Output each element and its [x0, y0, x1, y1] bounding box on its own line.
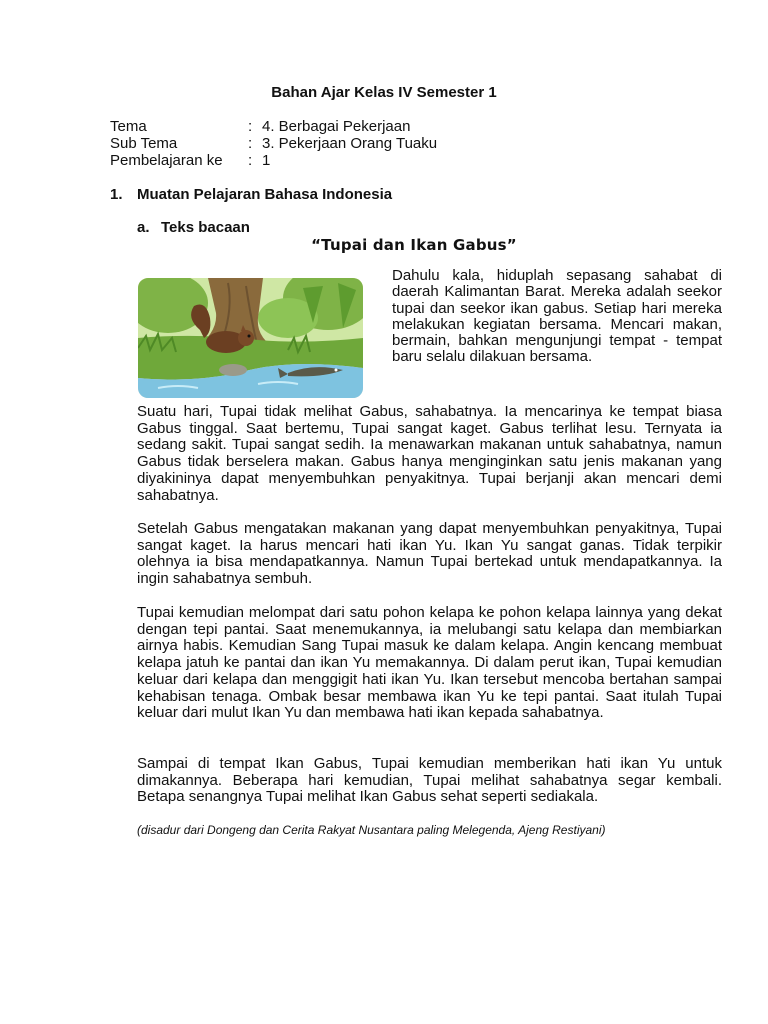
story-paragraph: Tupai kemudian melompat dari satu pohon kelapa ke pohon kelapa lainnya yang dekat dengan tepi pantai. Saat menemukannya, ia melubangi satu kelapa dan membiarkan airnya habis. Kemudian Sang Tupai masuk ke dalam kelapa. Angin kencang membuat kelapa jatuh ke pantai dan ikan Yu memakannya. Di dalam perut ikan, Tupai kemudian keluar dari kelapa dan menggigit hati ikan Yu. Ikan tersebut mencoba bertahan sampai kehabisan tenaga. Ombak besar membawa ikan Yu ke tepi pantai. Saat itulah Tupai keluar dari mulut Ikan Yu dan membawa hati ikan kepada sahabatnya. — [137, 604, 722, 722]
lesson-label: Pembelajaran ke — [110, 152, 223, 169]
document-title: Bahan Ajar Kelas IV Semester 1 — [271, 84, 497, 101]
story-paragraph: Sampai di tempat Ikan Gabus, Tupai kemudian memberikan hati ikan Yu untuk dimakannya. Beberapa hari kemudian, Tupai melihat sahabatnya segar kembali. Betapa senangnya Tupai melihat Ikan Gabus sehat seperti sediakala. — [137, 755, 722, 806]
lesson-info-row-subtheme — [110, 135, 437, 152]
lesson-info-row-lesson — [110, 152, 437, 169]
colon-separator: : — [248, 135, 253, 152]
colon-separator: : — [248, 118, 253, 135]
intro-paragraph: Dahulu kala, hiduplah sepasang sahabat di daerah Kalimantan Barat. Mereka adalah seekor tupai dan seekor ikan gabus. Setiap hari mereka melakukan kegiatan bersama. Mencari makan, bermain, bahkan mengunjungi tempat - tempat baru selalu dilakuan bersama. — [392, 267, 722, 366]
lesson-value: 1 — [262, 152, 271, 169]
lesson-info-row-theme — [110, 118, 437, 135]
story-paragraph: Setelah Gabus mengatakan makanan yang dapat menyembuhkan penyakitnya, Tupai sangat kaget. Ia harus mencari hati ikan Yu. Ikan Yu sangat ganas. Tidak terpikir olehnya ia bisa mendapatkannya. Namun Tupai bertekad untuk mendapatkannya. Ia ingin sahabatnya sembuh. — [137, 520, 722, 588]
subtheme-value: 3. Pekerjaan Orang Tuaku — [262, 135, 438, 152]
theme-label: Tema — [110, 118, 147, 135]
story-title: “Tupai dan Ikan Gabus” — [311, 236, 517, 254]
subsection-title: Teks bacaan — [161, 219, 250, 236]
section-title: Muatan Pelajaran Bahasa Indonesia — [137, 186, 393, 203]
section-number: 1. — [110, 186, 123, 203]
source-citation: (disadur dari Dongeng dan Cerita Rakyat Nusantara paling Melegenda, Ajeng Restiyani) — [137, 823, 606, 837]
illustration-image — [138, 278, 363, 398]
subsection-heading — [137, 219, 250, 236]
colon-separator: : — [248, 152, 253, 169]
subsection-letter: a. — [137, 219, 150, 236]
story-paragraph: Suatu hari, Tupai tidak melihat Gabus, sahabatnya. Ia mencarinya ke tempat biasa Gabus tinggal. Saat bertemu, Tupai sangat kaget. Gabus terlihat lesu. Ternyata ia sedang sakit. Tupai sangat sedih. Ia menawarkan makanan untuk sahabatnya, namun Gabus tidak berselera makan. Gabus hanya menginginkan satu jenis makanan yang diyakininya dapat menyembuhkan penyakitnya. Tupai berjanji akan mencari demi sahabatnya. — [137, 403, 722, 504]
lesson-info — [110, 118, 437, 169]
squirrel-fish-illustration — [138, 278, 363, 398]
subtheme-label: Sub Tema — [110, 135, 178, 152]
theme-value: 4. Berbagai Pekerjaan — [262, 118, 411, 135]
section-heading — [110, 186, 392, 203]
